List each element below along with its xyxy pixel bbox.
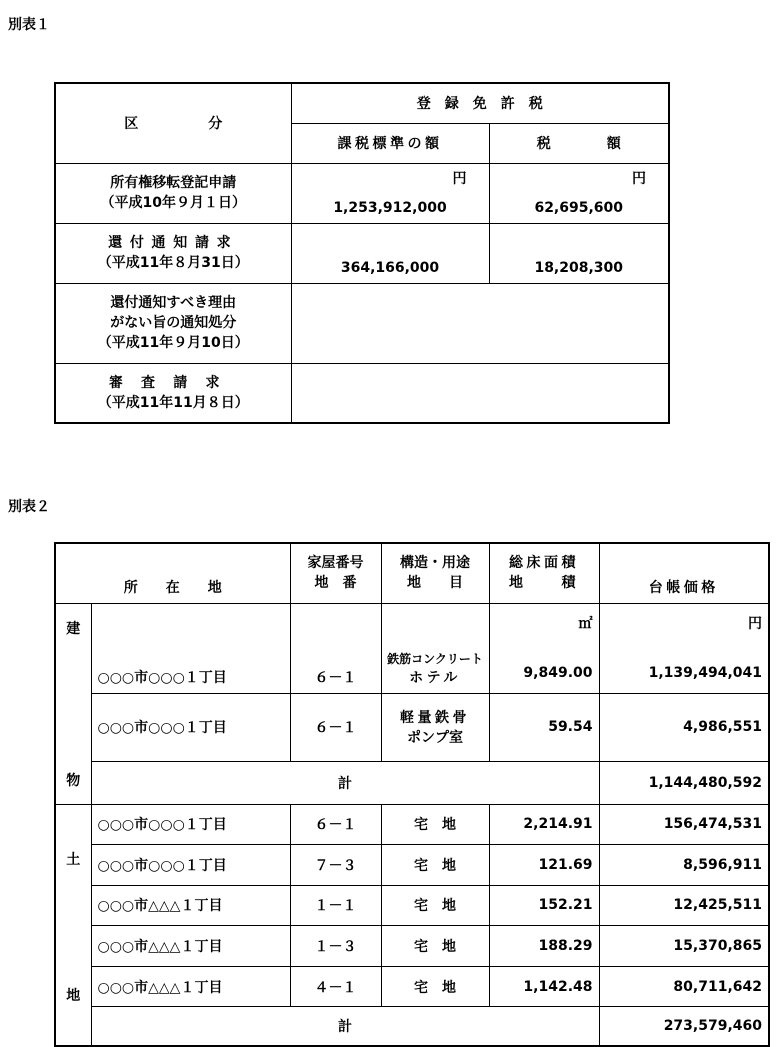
location-cell: ○○○市○○○１丁目 [91,693,290,761]
price-cell: 円 1,139,494,041 [599,603,769,693]
area-cell: 152.21 [489,885,599,926]
area-cell: 121.69 [489,845,599,886]
location-cell: ○○○市○○○１丁目 [91,804,290,845]
structure-cell: 鉄筋コンクリート ホテル [381,603,489,693]
price-cell: 80,711,642 [599,966,769,1007]
land-use-cell: 宅 地 [381,804,489,845]
building-total-label: 計 [91,761,599,804]
area-cell: 2,214.91 [489,804,599,845]
table1-row-label: 還付通知請求 （平成11年８月31日） [55,223,291,283]
table1-row-label: 審査請求 （平成11年11月８日） [55,363,291,423]
table1-tax-cell: 円 62,695,600 [489,163,669,223]
lot-no-cell: ６－１ [290,804,381,845]
land-total-label: 計 [91,1007,599,1046]
lot-no-cell: ４－１ [290,966,381,1007]
lot-no-cell: ７－３ [290,845,381,886]
tax-amount-header: 税 額 [489,123,669,163]
structure-header: 構造・用途 地 目 [381,543,489,603]
table1-base-cell: 364,166,000 [291,223,489,283]
land-group-label: 土 地 [55,804,91,1046]
location-header: 所 在 地 [55,543,290,603]
land-use-cell: 宅 地 [381,845,489,886]
location-cell: ○○○市△△△１丁目 [91,966,290,1007]
price-cell: 12,425,511 [599,885,769,926]
table2-caption: 別表２ [8,499,50,515]
table2 [54,542,770,1047]
price-header: 台帳価格 [599,543,769,603]
kubun-header: 区 分 [55,83,291,163]
location-cell: ○○○市○○○１丁目 [91,603,290,693]
table1-tax-cell: 18,208,300 [489,223,669,283]
house-no-header: 家屋番号 地 番 [290,543,381,603]
table1 [54,82,670,424]
building-group-label: 建 物 [55,603,91,804]
price-cell: 156,474,531 [599,804,769,845]
table1-row-label: 還付通知すべき理由 がない旨の通知処分 （平成11年９月10日） [55,283,291,363]
table1-empty-cell [291,363,669,423]
price-cell: 15,370,865 [599,926,769,967]
lot-no-cell: １－１ [290,885,381,926]
lot-no-cell: １－３ [290,926,381,967]
price-cell: 8,596,911 [599,845,769,886]
land-use-cell: 宅 地 [381,966,489,1007]
house-no-cell: ６－１ [290,693,381,761]
house-no-cell: ６－１ [290,603,381,693]
area-cell: 188.29 [489,926,599,967]
table1-base-cell: 円 1,253,912,000 [291,163,489,223]
location-cell: ○○○市△△△１丁目 [91,885,290,926]
base-amount-header: 課税標準の額 [291,123,489,163]
area-header: 総床面積 地 積 [489,543,599,603]
location-cell: ○○○市△△△１丁目 [91,926,290,967]
tax-header: 登 録 免 許 税 [291,83,669,123]
area-cell: 1,142.48 [489,966,599,1007]
building-total-price: 1,144,480,592 [599,761,769,804]
area-cell: ㎡ 9,849.00 [489,603,599,693]
table1-caption: 別表１ [8,17,50,33]
land-use-cell: 宅 地 [381,885,489,926]
table1-empty-cell [291,283,669,363]
price-cell: 4,986,551 [599,693,769,761]
table1-row-label: 所有権移転登記申請 （平成10年９月１日） [55,163,291,223]
area-cell: 59.54 [489,693,599,761]
location-cell: ○○○市○○○１丁目 [91,845,290,886]
land-use-cell: 宅 地 [381,926,489,967]
structure-cell: 軽量鉄骨 ポンプ室 [381,693,489,761]
land-total-price: 273,579,460 [599,1007,769,1046]
